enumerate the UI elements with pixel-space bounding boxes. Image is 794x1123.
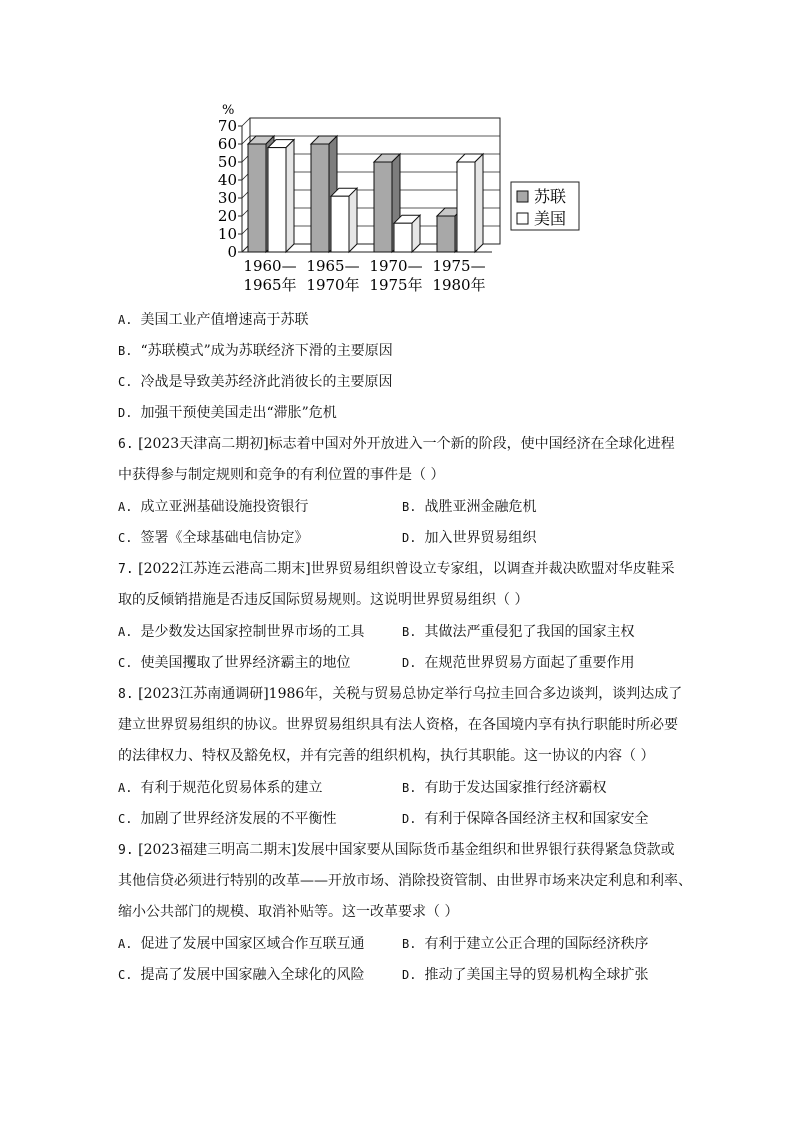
q7-stem-line1 — [118, 559, 675, 580]
bar — [437, 216, 455, 252]
bar — [248, 144, 266, 252]
q6-option-a[interactable] — [118, 497, 308, 517]
question-number: 7. — [118, 562, 134, 577]
industrial-growth-bar-chart — [214, 100, 594, 300]
q8-stem-line2: 建立世界贸易组织的协议。世界贸易组织具有法人资格，在各国境内享有执行职能时所必要 — [118, 717, 678, 733]
x-tick-label: 1970— — [369, 257, 423, 275]
q6-stem-line2: 中获得参与制定规则和竞争的有利位置的事件是（ ） — [118, 467, 445, 483]
option-text: 是少数发达国家控制世界市场的工具 — [140, 624, 365, 640]
q9-option-d[interactable] — [402, 965, 648, 985]
option-text: 提高了发展中国家融入全球化的风险 — [140, 967, 365, 983]
option-label: C. — [118, 531, 133, 545]
x-tick-label: 1965年 — [243, 276, 297, 294]
q7-stem-line2: 取的反倾销措施是否违反国际贸易规则。这说明世界贸易组织（ ） — [118, 592, 529, 608]
stem-text: [2023天津高二期初]标志着中国对外开放进入一个新的阶段，使中国经济在全球化进程 — [138, 436, 675, 452]
option-text: 其做法严重侵犯了我国的国家主权 — [424, 624, 635, 640]
option-label: C. — [118, 968, 133, 982]
option-label: C. — [118, 656, 133, 670]
option-label: A. — [118, 781, 133, 795]
q8-stem-line3: 的法律权力、特权及豁免权，并有完善的组织机构，执行其职能。这一协议的内容（ ） — [118, 748, 655, 764]
bar — [331, 196, 349, 252]
option-text: 有利于保障各国经济主权和国家安全 — [424, 811, 649, 827]
option-label: C. — [118, 812, 133, 826]
option-text: 加强干预使美国走出“滞胀”危机 — [140, 405, 337, 421]
question-number: 9. — [118, 843, 134, 858]
q7-option-c[interactable] — [118, 653, 350, 673]
option-text: 成立亚洲基础设施投资银行 — [140, 499, 309, 515]
legend-label: 美国 — [534, 209, 567, 228]
q5-option-c[interactable] — [118, 372, 392, 392]
q5-option-b[interactable] — [118, 341, 393, 361]
option-label: D. — [402, 531, 417, 545]
q5-option-d[interactable] — [118, 403, 337, 423]
q8-option-b[interactable] — [402, 778, 606, 798]
option-text: 有助于发达国家推行经济霸权 — [424, 780, 607, 796]
y-tick-label: 0 — [227, 243, 237, 261]
q6-stem-line1 — [118, 434, 675, 455]
y-tick-label: 70 — [217, 117, 237, 135]
q8-stem-line1 — [118, 684, 682, 705]
x-tick-label: 1960— — [243, 257, 297, 275]
option-label: D. — [402, 812, 417, 826]
q8-option-a[interactable] — [118, 778, 322, 798]
option-text: 促进了发展中国家区域合作互联互通 — [140, 936, 365, 952]
x-tick-label: 1970年 — [306, 276, 360, 294]
y-tick-label: 30 — [217, 189, 237, 207]
bar — [311, 144, 329, 252]
x-tick-label: 1965— — [306, 257, 360, 275]
y-tick-label: 60 — [217, 135, 237, 153]
stem-text: [2023江苏南通调研]1986年，关税与贸易总协定举行乌拉圭回合多边谈判，谈判达成了 — [138, 686, 683, 702]
option-label: A. — [118, 937, 133, 951]
stem-text: [2022江苏连云港高二期末]世界贸易组织曾设立专家组，以调查并裁决欧盟对华皮鞋采 — [138, 561, 675, 577]
bar — [374, 162, 392, 252]
option-text: 有利于规范化贸易体系的建立 — [140, 780, 323, 796]
option-label: B. — [402, 625, 417, 639]
y-tick-label: 10 — [217, 225, 237, 243]
option-text: 有利于建立公正合理的国际经济秩序 — [424, 936, 649, 952]
option-label: A. — [118, 500, 133, 514]
q8-option-d[interactable] — [402, 809, 648, 829]
q7-option-a[interactable] — [118, 622, 364, 642]
q5-option-a[interactable] — [118, 310, 308, 330]
bar-side — [475, 154, 483, 252]
bar-side — [286, 140, 294, 252]
option-label: D. — [402, 968, 417, 982]
question-number: 8. — [118, 687, 134, 702]
option-label: B. — [402, 937, 417, 951]
option-text: 加入世界贸易组织 — [424, 530, 537, 546]
legend-label: 苏联 — [534, 187, 567, 206]
option-text: 推动了美国主导的贸易机构全球扩张 — [424, 967, 649, 983]
x-tick-label: 1980年 — [432, 276, 486, 294]
bar — [457, 162, 475, 252]
option-text: 使美国攫取了世界经济霸主的地位 — [140, 655, 351, 671]
option-text: 冷战是导致美苏经济此消彼长的主要原因 — [140, 374, 393, 390]
option-text: “苏联模式”成为苏联经济下滑的主要原因 — [140, 343, 393, 359]
bar — [394, 223, 412, 252]
q9-stem-line2: 其他信贷必须进行特别的改革——开放市场、消除投资管制、由世界市场来决定利息和利率、 — [118, 873, 692, 889]
q6-option-b[interactable] — [402, 497, 536, 517]
option-text: 在规范世界贸易方面起了重要作用 — [424, 655, 635, 671]
q6-option-d[interactable] — [402, 528, 536, 548]
q6-option-c[interactable] — [118, 528, 308, 548]
y-tick-label: 50 — [217, 153, 237, 171]
option-text: 美国工业产值增速高于苏联 — [140, 312, 309, 328]
option-label: B. — [402, 781, 417, 795]
option-text: 签署《全球基础电信协定》 — [140, 530, 309, 546]
y-axis-label: % — [222, 103, 235, 118]
option-text: 加剧了世界经济发展的不平衡性 — [140, 811, 337, 827]
option-label: A. — [118, 625, 133, 639]
q9-option-c[interactable] — [118, 965, 364, 985]
q9-stem-line1 — [118, 840, 675, 861]
q9-option-b[interactable] — [402, 934, 648, 954]
y-tick-label: 40 — [217, 171, 237, 189]
q9-stem-line3: 缩小公共部门的规模、取消补贴等。这一改革要求（ ） — [118, 904, 459, 920]
question-number: 6. — [118, 437, 134, 452]
q9-option-a[interactable] — [118, 934, 364, 954]
legend-swatch — [517, 213, 528, 224]
option-text: 战胜亚洲金融危机 — [424, 499, 537, 515]
option-label: C. — [118, 375, 133, 389]
option-label: D. — [118, 406, 133, 420]
option-label: A. — [118, 313, 133, 327]
bar-side — [349, 188, 357, 252]
option-label: B. — [118, 344, 133, 358]
q8-option-c[interactable] — [118, 809, 336, 829]
option-label: D. — [402, 656, 417, 670]
q7-option-d[interactable] — [402, 653, 634, 673]
option-label: B. — [402, 500, 417, 514]
stem-text: [2023福建三明高二期末]发展中国家要从国际货币基金组织和世界银行获得紧急贷款或 — [138, 842, 675, 858]
bar — [268, 148, 286, 252]
q7-option-b[interactable] — [402, 622, 634, 642]
y-tick-label: 20 — [217, 207, 237, 225]
x-tick-label: 1975— — [432, 257, 486, 275]
gridline-side — [242, 118, 250, 126]
x-tick-label: 1975年 — [369, 276, 423, 294]
legend-swatch — [517, 191, 528, 202]
